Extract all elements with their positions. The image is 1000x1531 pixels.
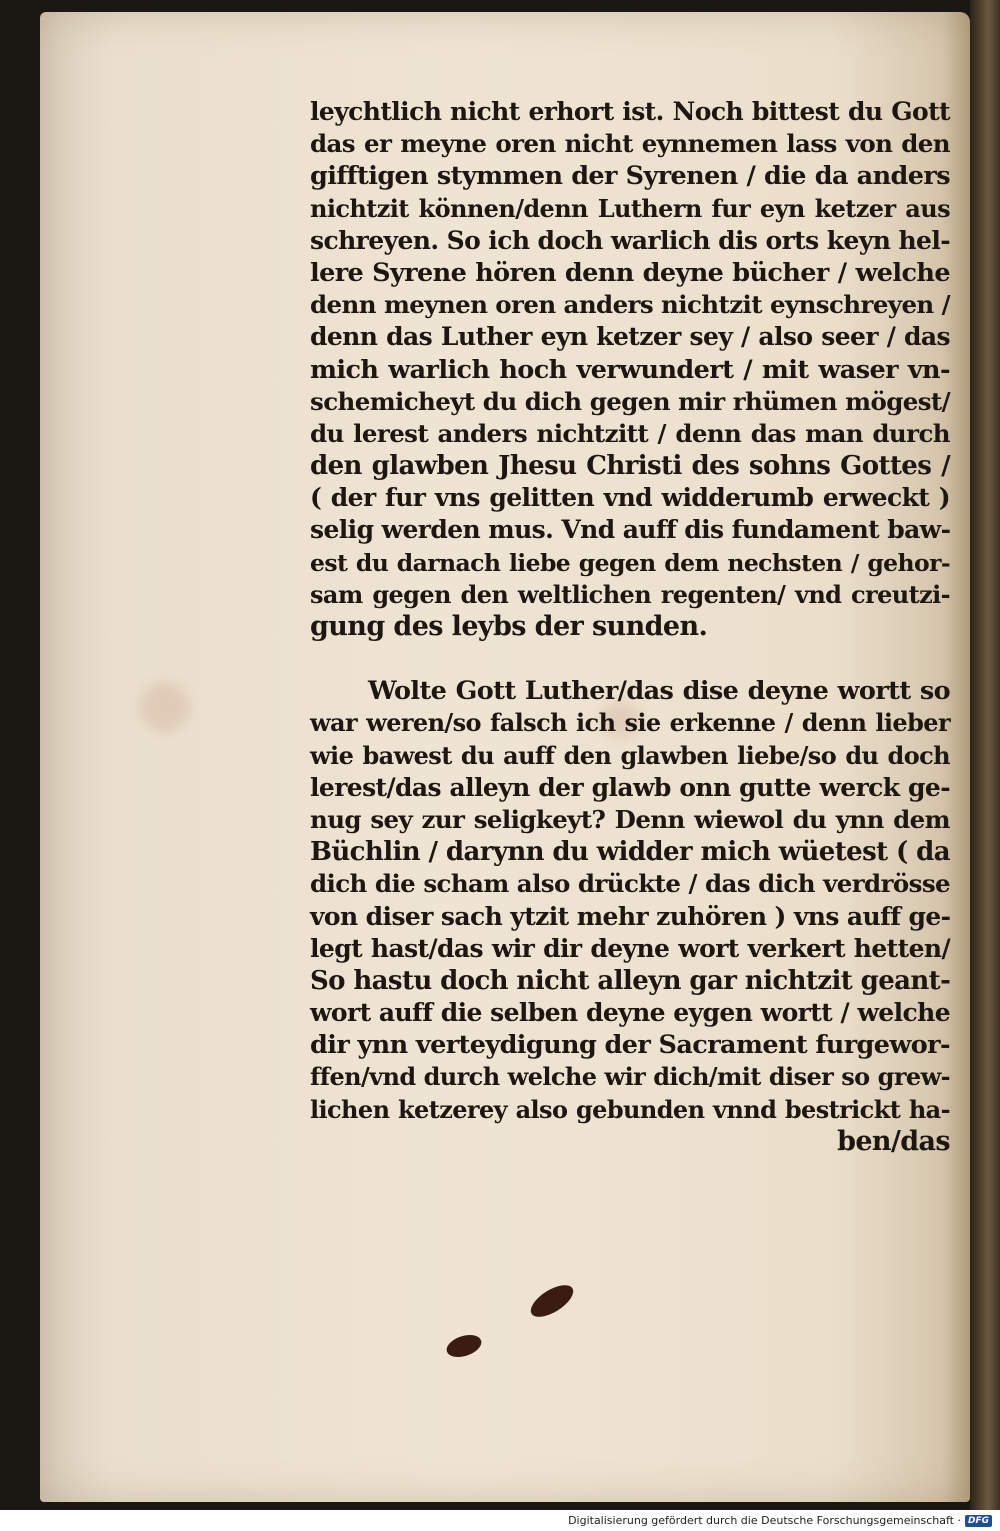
paragraph-1 [310, 96, 950, 643]
text-line: von diser sach ytzit mehr zuhören ) vns auff ge- [310, 901, 951, 931]
text-line: mich warlich hoch verwundert / mit waser vn- [310, 354, 950, 385]
text-line: denn meynen oren anders nichtzit eynschreyen / [310, 290, 950, 320]
text-line: schreyen. So ich doch warlich dis orts keyn hel- [310, 225, 950, 255]
text-line: du lerest anders nichtzitt / denn das man durch [310, 418, 950, 448]
paragraph-2 [310, 675, 950, 1126]
page-text [310, 96, 950, 1158]
paragraph-gap [310, 643, 950, 675]
text-line: dich die scham also drückte / das dich verdrösse [310, 869, 950, 899]
text-line: lichen ketzerey also gebunden vnnd bestrickt ha- [310, 1094, 950, 1124]
text-line: Wolte Gott Luther/das dise deyne wortt so [368, 676, 950, 707]
text-line: nichtzit können/denn Luthern fur eyn ketzer aus [310, 193, 950, 223]
text-line: ffen/vnd durch welche wir dich/mit diser so grew- [310, 1062, 950, 1092]
text-line: gung des leybs der sunden. [310, 611, 708, 642]
text-line: dir ynn verteydigung der Sacrament furgewor- [310, 1030, 950, 1061]
text-line: das er meyne oren nicht eynnemen lass von den [310, 129, 950, 159]
text-line: wort auff die selben deyne eygen wortt / welche [310, 998, 950, 1028]
text-line: selig werden mus. Vnd auff dis fundament baw- [310, 515, 951, 545]
text-line: legt hast/das wir dir deyne wort verkert hetten/ [310, 933, 950, 963]
dfg-logo: DFG [965, 1515, 992, 1527]
catchword: ben/das [837, 1125, 950, 1157]
page-stain [140, 682, 190, 732]
text-line: lere Syrene hören denn deyne bücher / welche [310, 257, 950, 288]
text-line: So hastu doch nicht alleyn gar nichtzit geant- [310, 965, 951, 996]
text-line: Büchlin / darynn du widder mich wüetest ( da [310, 837, 950, 868]
text-line: sam gegen den weltlichen regenten/ vnd creutzi- [310, 579, 950, 609]
text-line: den glawben Jhesu Christi des sohns Gottes / [310, 451, 950, 482]
text-line: ( der fur vns gelitten vnd widderumb erweckt ) [310, 483, 950, 513]
text-line: gifftigen stymmen der Syrenen / die da anders [310, 161, 950, 192]
text-line: est du darnach liebe gegen dem nechsten / gehor- [310, 548, 950, 577]
book-edge [970, 0, 1000, 1510]
text-line: lerest/das alleyn der glawb onn gutte werck ge- [310, 772, 950, 802]
credit-text: Digitalisierung gefördert durch die Deutsche Forschungsgemeinschaft · [568, 1514, 961, 1527]
text-line: leychtlich nicht erhort ist. Noch bittest du Gott [310, 97, 950, 126]
text-line: denn das Luther eyn ketzer sey / also seer / das [310, 322, 950, 352]
text-line: schemicheyt du dich gegen mir rhümen mögest/ [310, 386, 950, 416]
text-line: war weren/so falsch ich sie erkenne / denn lieber [310, 708, 950, 738]
text-line: nug sey zur seligkeyt? Denn wiewol du ynn dem [310, 804, 950, 834]
digitization-credit [568, 1514, 992, 1527]
text-line: wie bawest du auff den glawben liebe/so du doch [310, 740, 950, 770]
